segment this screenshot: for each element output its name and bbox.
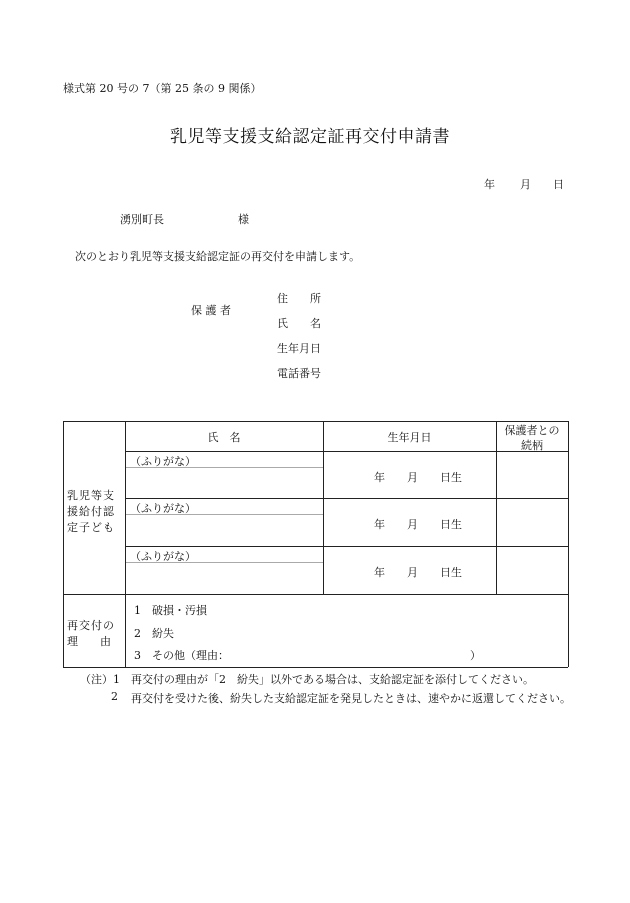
note-2-number: 2 — [111, 690, 118, 703]
addressee-honorific: 様 — [238, 213, 249, 226]
furigana-label: （ふりがな） — [130, 455, 196, 468]
note-1: 再交付の理由が「2 紛失」以外である場合は、支給認定証を添付してください。 — [131, 673, 534, 686]
guardian-label: 保 護 者 — [191, 304, 231, 317]
reason-option-lost: 2 紛失 — [134, 627, 174, 640]
guardian-address-label: 住 所 — [277, 292, 321, 305]
furigana-label: （ふりがな） — [130, 550, 196, 563]
row-header-line1: 乳児等支 — [67, 489, 115, 502]
reason-option-damage: 1 破損・汚損 — [134, 604, 207, 617]
guardian-name-label: 氏 名 — [277, 317, 321, 330]
birthdate-format: 年 月 日生 — [374, 518, 462, 531]
reason-label-line2: 理 由 — [67, 635, 111, 648]
form-number: 様式第 20 号の 7（第 25 条の 9 関係） — [63, 82, 262, 95]
col-relation-header-line2: 続柄 — [521, 439, 543, 452]
guardian-phone-label: 電話番号 — [277, 367, 321, 380]
birthdate-format: 年 月 日生 — [374, 471, 462, 484]
page-title: 乳児等支援支給認定証再交付申請書 — [170, 127, 450, 147]
row-header-line3: 定子ども — [67, 521, 115, 534]
row-header-line2: 援給付認 — [67, 505, 115, 518]
col-name-header: 氏 名 — [207, 431, 241, 444]
date-year-label: 年 — [484, 178, 495, 191]
birthdate-format: 年 月 日生 — [374, 566, 462, 579]
furigana-label: （ふりがな） — [130, 502, 196, 515]
intro-text: 次のとおり乳児等支援支給認定証の再交付を申請します。 — [75, 250, 361, 263]
col-relation-header-line1: 保護者との — [504, 424, 560, 437]
guardian-birthdate-label: 生年月日 — [277, 342, 321, 355]
date-month-label: 月 — [520, 178, 531, 191]
note-2: 再交付を受けた後、紛失した支給認定証を発見したときは、速やかに返還してください。 — [131, 692, 571, 705]
date-day-label: 日 — [553, 178, 564, 191]
reason-option-other: 3 その他（理由： — [134, 649, 229, 662]
reason-label-line1: 再交付の — [67, 619, 115, 632]
note-prefix: （注）1 — [80, 673, 120, 686]
col-birthdate-header: 生年月日 — [387, 431, 432, 444]
reason-close-paren: ） — [470, 649, 481, 662]
addressee-name: 湧別町長 — [120, 213, 164, 226]
